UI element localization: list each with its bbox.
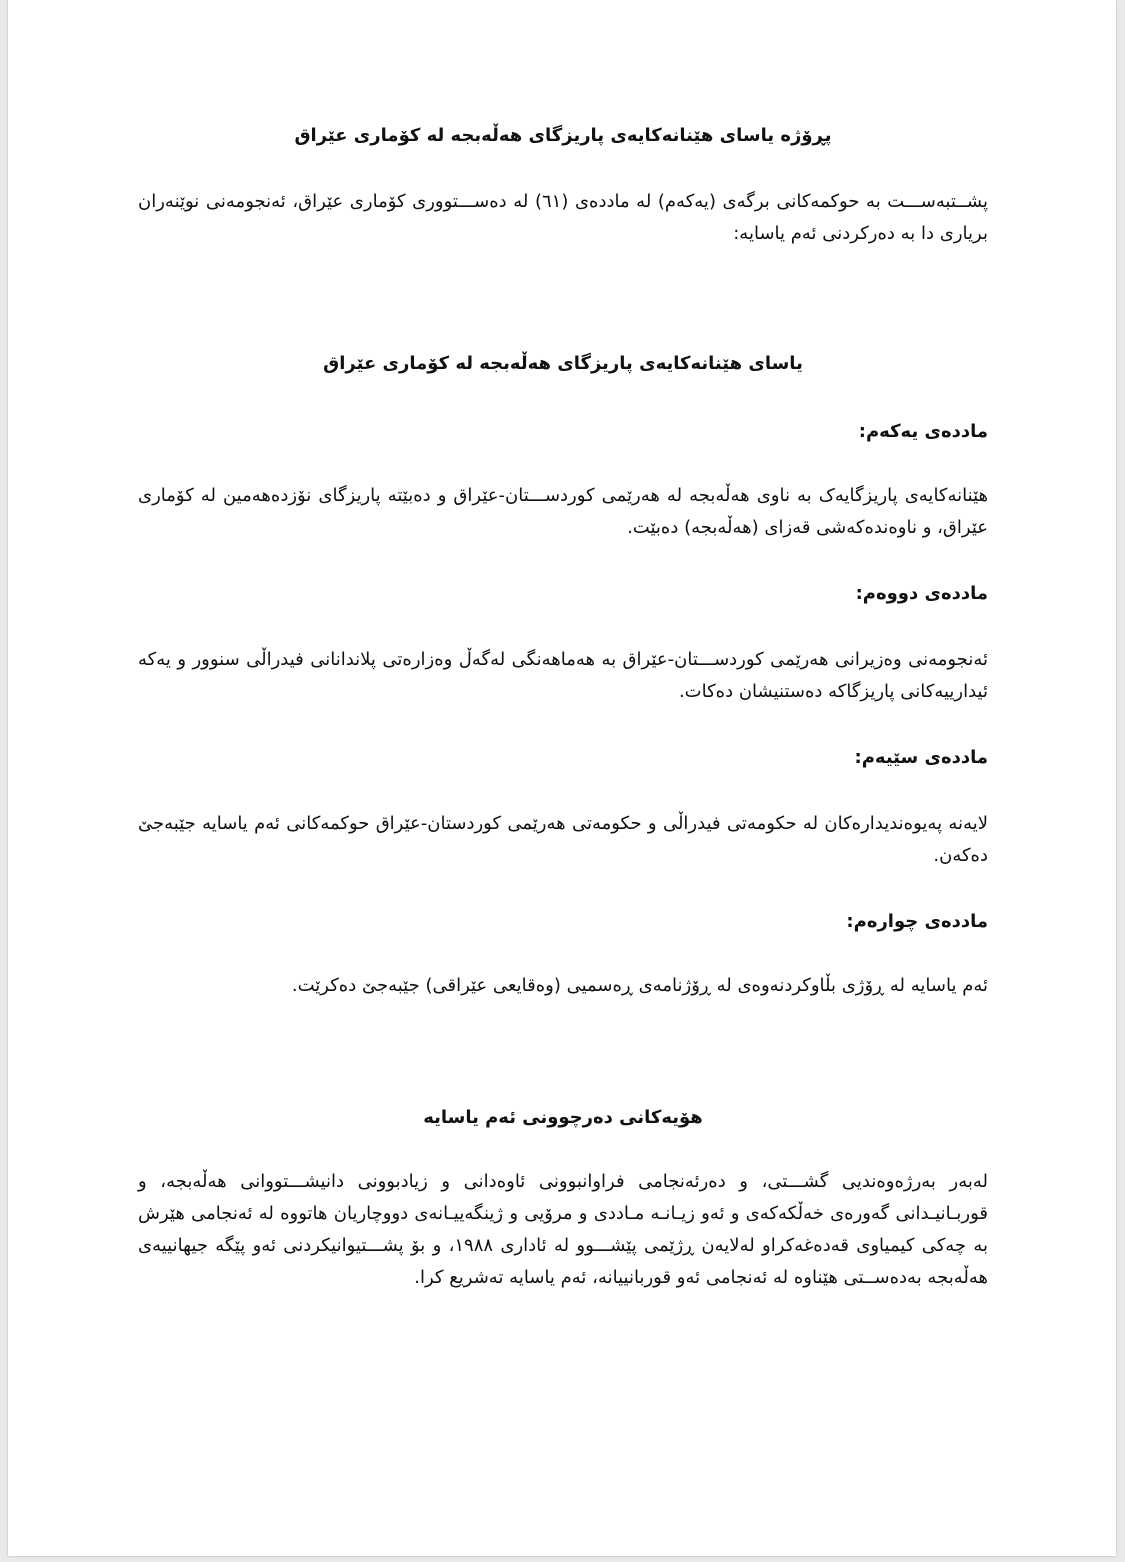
article-label: ماددەی سێیەم:	[854, 747, 988, 768]
preamble-block	[138, 186, 988, 250]
article-label: ماددەی دووەم:	[855, 583, 988, 604]
reasons-text-block	[138, 1166, 988, 1294]
article-label: ماددەی چوارەم:	[846, 911, 988, 932]
article-label: ماددەی یەکەم:	[858, 421, 988, 442]
reasons-title-block	[138, 1104, 988, 1132]
document-title: پڕۆژە یاسای هێنانەکایەی پاریزگای هەڵەبجە لە کۆماری عێراق	[294, 125, 832, 146]
law-title-block	[138, 350, 988, 378]
article-text: ئەنجومەنی وەزیرانی هەرێمی کوردســـتان-عێراق بە هەماهەنگی لەگەڵ وەزارەتی پلاندانانی فیدراڵی سنوور و یەکە ئیدارییەکانی پاریزگاکە دەستنیشان دەکات.	[138, 649, 988, 702]
article-1-label-block	[138, 418, 988, 446]
article-text: هێنانەکایەی پاریزگایەک بە ناوی هەڵەبجە لە هەرێمی کوردســـتان-عێراق و دەبێتە پاریزگای نۆزدەهەمین لە کۆماری عێراق، و ناوەندەکەشی قەزای (هەڵەبجە) دەبێت.	[138, 485, 988, 538]
reasons-paragraph: لەبەر بەرژەوەندیی گشـــتی، و دەرئەنجامی فراوانبوونی ئاوەدانی و زیادبوونی دانیشـــتووانی هەڵەبجە، و قوربـانیـدانی گەورەی خەڵکەکەی و ئەو زیـانـە مـاددی و مرۆیی و ژینگەییـانەی دووچاریان هاتووە لە ئەنجامی هێرش بە چەکی کیمیاوی قەدەغەکراو لەلایەن ڕژێمی پێشـــوو لە ئاداری ١٩٨٨، و بۆ پشـــتیوانیکردنی ئەو پێگە جیهانییەی هەڵەبجە بەدەســتی هێناوە لە ئەنجامی ئەو قوربانییانە، ئەم یاسایە تەشریع کرا.	[138, 1171, 989, 1288]
law-title: یاسای هێنانەکایەی پاریزگای هەڵەبجە لە کۆماری عێراق	[323, 353, 803, 374]
article-2-text-block	[138, 644, 988, 708]
article-3-label-block	[138, 744, 988, 772]
article-2-label-block	[138, 580, 988, 608]
preamble-paragraph: پشــتبەســـت بە حوکمەکانی برگەی (یەکەم) لە ماددەی (٦١) لە دەســـتووری کۆماری عێراق، ئەنجومەنی نوێنەران بریاری دا بە دەرکردنی ئەم یاسایە:	[138, 191, 988, 244]
article-3-text-block	[138, 808, 988, 872]
article-4-label-block	[138, 908, 988, 936]
article-4-text-block	[138, 970, 988, 1002]
article-text: لایەنە پەیوەندیدارەکان لە حکومەتی فیدراڵی و حکومەتی هەرێمی کوردستان-عێراق حوکمەکانی ئەم یاسایە جێبەجێ دەکەن.	[138, 813, 988, 866]
article-text: ئەم یاسایە لە ڕۆژی بڵاوکردنەوەی لە ڕۆژنامەی ڕەسمیی (وەقایعی عێراقی) جێبەجێ دەکرێت.	[291, 975, 988, 996]
article-1-text-block	[138, 480, 988, 544]
title-block	[138, 122, 988, 150]
document-page	[8, 0, 1116, 1556]
reasons-title: هۆیەکانی دەرچوونی ئەم یاسایە	[423, 1107, 703, 1128]
